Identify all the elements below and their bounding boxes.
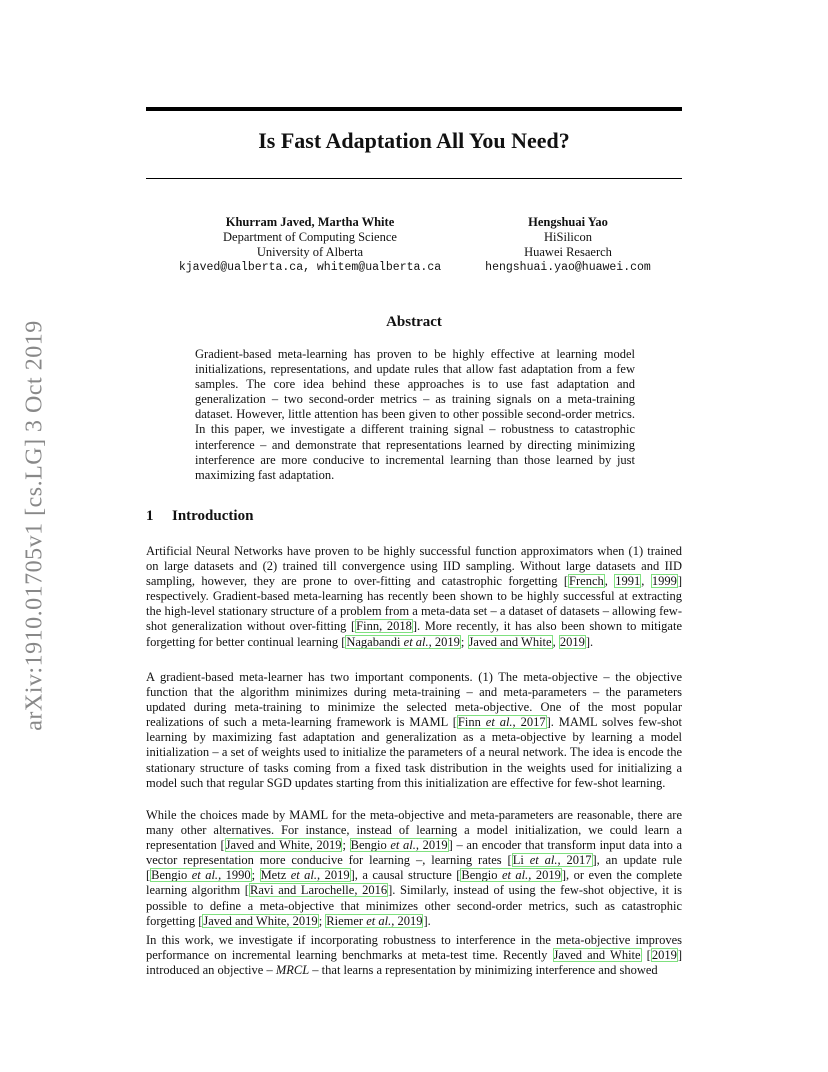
citation-link[interactable]: Javed and White, 2019 xyxy=(225,838,342,853)
text-run: [ xyxy=(641,948,651,963)
cite-year: , 2019 xyxy=(428,634,460,649)
intro-paragraph-1 xyxy=(146,544,682,650)
text-run: ; xyxy=(318,913,326,928)
arxiv-stamp xyxy=(20,295,50,755)
abstract-text: Gradient-based meta-learning has proven to be highly effective at learning model initializations, representations, and update rules that allow fast adaptation from a few samples. The core idea behind these approaches is to use fast adaptation and generalization – two second-order metrics – as training signals on a meta-training dataset. However, little attention has been given to other possible second-order metrics. In this paper, we investigate a different training signal – robustness to catastrophic interference – and demonstrate that representations learned by directing minimizing interference are more conducive to incremental learning than those learned by just maximizing fast adaptation. xyxy=(195,347,635,482)
text-run: ; xyxy=(251,868,260,883)
text-run: While the choices made by MAML for the meta-objective and meta-parameters are reasonable, there are many other alternatives. For instance, instead of learning a model initialization, we could learn a representation [ xyxy=(146,808,682,853)
author-affiliation: Huawei Resaerch xyxy=(524,245,612,259)
text-run: A gradient-based meta-learner has two important components. (1) The meta-objective – the objective function that the algorithm minimizes during meta-training – and meta-parameters – the parameters updated during meta-training to minimize the selected meta-objective. One of the most popular realizations of such a meta-learning framework is MAML [ xyxy=(146,670,682,730)
cite-year: , 1990 xyxy=(218,868,251,883)
title-bottom-rule xyxy=(146,178,682,179)
author-names: Hengshuai Yao xyxy=(528,215,608,229)
intro-paragraph-2 xyxy=(146,670,682,791)
citation-link[interactable] xyxy=(350,838,449,852)
text-run: ], an update rule [ xyxy=(146,853,683,883)
citation-link[interactable]: 1991 xyxy=(615,574,641,589)
cite-author: Riemer xyxy=(326,913,367,928)
author-affiliation: HiSilicon xyxy=(544,230,592,244)
cite-author: Bengio xyxy=(151,868,192,883)
cite-etal: et al. xyxy=(403,634,429,649)
emphasis-text: MRCL xyxy=(275,963,310,978)
citation-link[interactable]: Ravi and Larochelle, 2016 xyxy=(249,883,388,898)
cite-year: , 2019 xyxy=(528,868,561,883)
cite-etal: et al. xyxy=(485,715,513,730)
text-run: – that learns a representation by minimizing interference and showed xyxy=(309,963,658,978)
section-number: 1 xyxy=(146,508,154,524)
text-run: In this work, we investigate if incorporating robustness to interference in the meta-objective improves performance on incremental learning benchmarks at meta-test time. Recently xyxy=(146,933,682,963)
cite-year: , 2019 xyxy=(415,838,448,853)
cite-etal: et al. xyxy=(290,868,318,883)
cite-author: Metz xyxy=(260,868,291,883)
text-run: ]. xyxy=(585,634,594,649)
text-run: ], or even the complete learning algorithm [ xyxy=(146,868,683,898)
arxiv-stamp-text: arXiv:1910.01705v1 [cs.LG] 3 Oct 2019 xyxy=(21,319,48,731)
text-run: ] – an encoder that transform input data into a vector representation more conducive for learning –, learning rates [ xyxy=(146,838,683,868)
cite-etal: et al. xyxy=(529,853,558,868)
citation-link[interactable]: 2019 xyxy=(559,634,585,649)
citation-link[interactable] xyxy=(260,868,351,882)
text-run: Artificial Neural Networks have proven to be highly successful function approximators when (1) trained on large datasets and (2) trained till convergence using IID sampling. Without large datasets and IID sampling, however, they are prone to over-fitting and catastrophic forgetting [ xyxy=(146,544,682,589)
text-run: ] introduced an objective – xyxy=(146,948,682,978)
citation-link[interactable]: Javed and White, 2019 xyxy=(203,913,318,928)
cite-year: , 2017 xyxy=(512,715,546,730)
cite-year: , 2019 xyxy=(317,868,350,883)
cite-author: Bengio xyxy=(350,838,391,853)
cite-year: , 2019 xyxy=(391,913,423,928)
section-heading xyxy=(146,508,253,525)
cite-author: Li xyxy=(512,853,530,868)
cite-etal: et al. xyxy=(501,868,529,883)
cite-year: , 2017 xyxy=(557,853,592,868)
text-run: ]. More recently, it has also been shown to mitigate forgetting for better continual learning [ xyxy=(146,619,682,649)
section-title: Introduction xyxy=(172,508,254,524)
text-run: , xyxy=(552,634,559,649)
author-affiliation: University of Alberta xyxy=(256,245,364,259)
author-names: Khurram Javed, Martha White xyxy=(225,215,395,229)
text-run: ; xyxy=(342,838,350,853)
text-run: ]. Similarly, instead of using the few-shot objective, it is possible to define a meta-objective that minimizes other second-order metrics, such as catastrophic forgetting [ xyxy=(146,883,683,928)
citation-link[interactable] xyxy=(345,635,461,649)
citation-link[interactable]: 2019 xyxy=(651,948,677,963)
citation-link[interactable] xyxy=(457,715,547,729)
cite-author: Finn xyxy=(457,715,486,730)
author-block-1 xyxy=(170,215,450,275)
author-block-2 xyxy=(478,215,658,275)
title-top-rule xyxy=(146,107,682,111)
citation-link[interactable]: Finn, 2018 xyxy=(356,619,412,634)
citation-link[interactable]: Javed and White xyxy=(468,634,552,649)
cite-author: Nagabandi xyxy=(346,634,404,649)
text-run: ; xyxy=(460,634,468,649)
abstract-heading: Abstract xyxy=(386,314,442,330)
text-run: ] respectively. Gradient-based meta-learning has recently been shown to be highly successful at extracting the high-level stationary structure of a problem from a meta-data set – a dataset of datasets – allowing few-shot generalization without over-fitting [ xyxy=(146,574,683,634)
author-email: hengshuai.yao@huawei.com xyxy=(485,261,651,274)
intro-paragraph-3 xyxy=(146,808,682,929)
author-email: kjaved@ualberta.ca, whitem@ualberta.ca xyxy=(178,261,442,274)
cite-author: Bengio xyxy=(461,868,502,883)
citation-link[interactable]: Javed and White xyxy=(553,948,641,963)
text-run: , xyxy=(604,574,615,589)
cite-etal: et al. xyxy=(366,913,392,928)
intro-paragraph-4 xyxy=(146,933,682,978)
citation-link[interactable]: 1999 xyxy=(651,574,677,589)
citation-link[interactable] xyxy=(512,853,593,867)
cite-etal: et al. xyxy=(390,838,416,853)
citation-link[interactable]: French xyxy=(569,574,604,589)
citation-link[interactable] xyxy=(325,914,423,928)
cite-etal: et al. xyxy=(191,868,219,883)
text-run: ]. MAML solves few-shot learning by maximizing fast adaptation and generalization as a meta-objective by learning a model initialization – a set of weights used to initialize the parameters of a neural network. The idea is encode the stationary structure of tasks coming from a fixed task distribution in the weights used for initializing a model such that regular SGD updates starting from this initialization are effective for few-shot learning. xyxy=(146,715,683,790)
text-run: ], a causal structure [ xyxy=(350,868,461,883)
author-affiliation: Department of Computing Science xyxy=(223,230,397,244)
text-run: , xyxy=(641,574,651,589)
citation-link[interactable] xyxy=(460,868,561,882)
citation-link[interactable] xyxy=(150,868,251,882)
paper-title: Is Fast Adaptation All You Need? xyxy=(258,128,570,153)
text-run: ]. xyxy=(423,913,431,928)
